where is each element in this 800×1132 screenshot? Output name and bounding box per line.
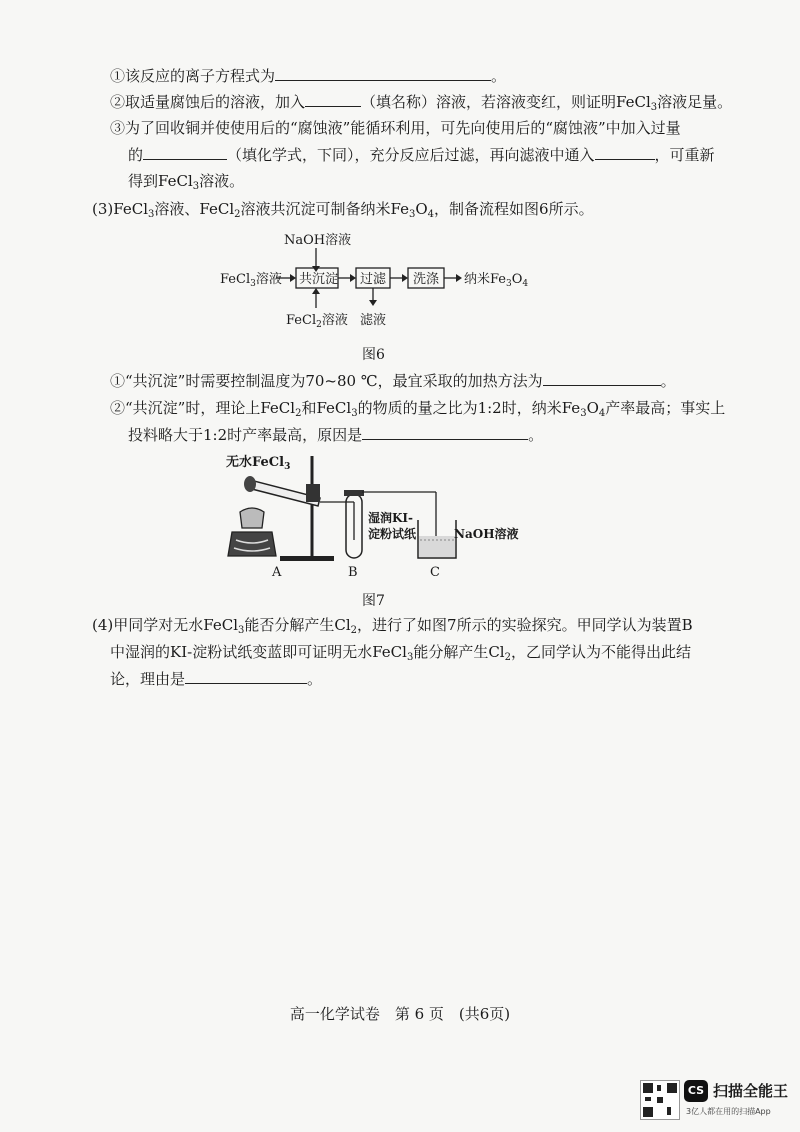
scanner-brand: 扫描全能王 [713,1082,789,1100]
q4-line1: (4)甲同学对无水FeCl$_3$能否分解产生$Cl_2$，进行了如图7所示的实验探究。甲同学认为装置B [92,616,693,636]
q2-item3-line2: 的 （填化学式，下同），充分反应后过滤，再向滤液中通入 ，可重新 [128,146,715,164]
answer-blank[interactable] [185,669,307,684]
arrowhead-to-filter [350,274,356,282]
scanner-tagline: 3亿人都在用的扫描App [686,1107,771,1116]
arrowhead-fecl3 [290,274,296,282]
answer-blank[interactable] [275,66,491,81]
q3-item1: ①“共沉淀”时需要控制温度为70~80 ℃，最宜采取的加热方法为 。 [110,372,676,390]
q4-line2: 中湿润的KI-淀粉试纸变蓝即可证明无水FeCl$_3$能分解产生$Cl_2$，乙同学认为不能得出此结 [110,643,691,663]
q2-item3-line3: 得到FeCl$_3$溶液。 [128,172,245,192]
label-wash: 洗涤 [413,272,440,287]
figure-6-caption: 图6 [362,347,385,363]
stand-base [280,556,334,561]
label-c: C [430,565,440,580]
answer-blank[interactable] [595,145,655,160]
q4-line3: 论，理由是 。 [110,670,323,688]
label-a: A [272,565,282,580]
arrowhead-filtrate [369,300,377,306]
label-naoh: NaOH溶液 [284,233,352,248]
arrowhead-fecl2 [312,288,320,294]
label-filtrate: 滤液 [360,313,387,328]
label-anhydrous-fecl3: 无水FeCl$_3$ [226,455,291,472]
figure-7-apparatus [212,448,572,584]
label-naoh-solution: NaOH溶液 [454,527,519,541]
label-fecl2: FeCl$_2$溶液 [286,313,348,330]
q3-intro: (3)FeCl$_3$溶液、FeCl$_2$溶液共沉淀可制备纳米$Fe_3O_4$，制备流程如图6所示。 [92,200,594,220]
beaker-liquid [419,536,455,557]
answer-blank[interactable] [305,92,361,107]
arrowhead-to-wash [402,274,408,282]
label-ki-paper-2: 淀粉试纸 [368,527,417,541]
qr-code-icon [640,1080,680,1120]
answer-blank[interactable] [362,425,528,440]
q2-item1: ①该反应的离子方程式为 。 [110,67,507,85]
q2-item2: ②取适量腐蚀后的溶液，加入 （填名称）溶液，若溶液变红，则证明FeCl$_3$溶液足量。 [110,93,733,113]
label-filter: 过滤 [360,272,387,287]
page-footer: 高一化学试卷 第 6 页 (共6页) [289,1005,511,1023]
answer-blank[interactable] [543,371,661,386]
answer-blank[interactable] [143,145,227,160]
figure-6-flowchart [210,226,550,334]
camscanner-logo-icon: CS [684,1080,708,1102]
flame-icon [240,508,264,528]
stopper-icon [244,476,256,492]
alcohol-lamp-icon [228,532,276,556]
label-coprecipitation: 共沉淀 [299,272,339,287]
test-tube-b-stopper [344,490,364,496]
tube-clamp [306,484,320,502]
label-fecl3: FeCl$_3$溶液 [220,272,282,289]
q3-item2-line2: 投料略大于1:2时产率最高，原因是 。 [128,426,544,444]
label-b: B [348,565,358,580]
q3-item2-line1: ②“共沉淀”时，理论上FeCl$_2$和FeCl$_3$的物质的量之比为1:2时，纳米$Fe_3O_4$产率最高；事实上 [110,399,726,419]
figure-7-caption: 图7 [362,593,385,609]
label-product: 纳米$Fe_3O_4$ [464,272,529,289]
q2-item3-line1: ③为了回收铜并使使用后的“腐蚀液”能循环利用，可先向使用后的“腐蚀液”中加入过量 [110,119,681,137]
arrowhead-to-product [456,274,462,282]
label-ki-paper-1: 湿润KI- [368,511,414,525]
